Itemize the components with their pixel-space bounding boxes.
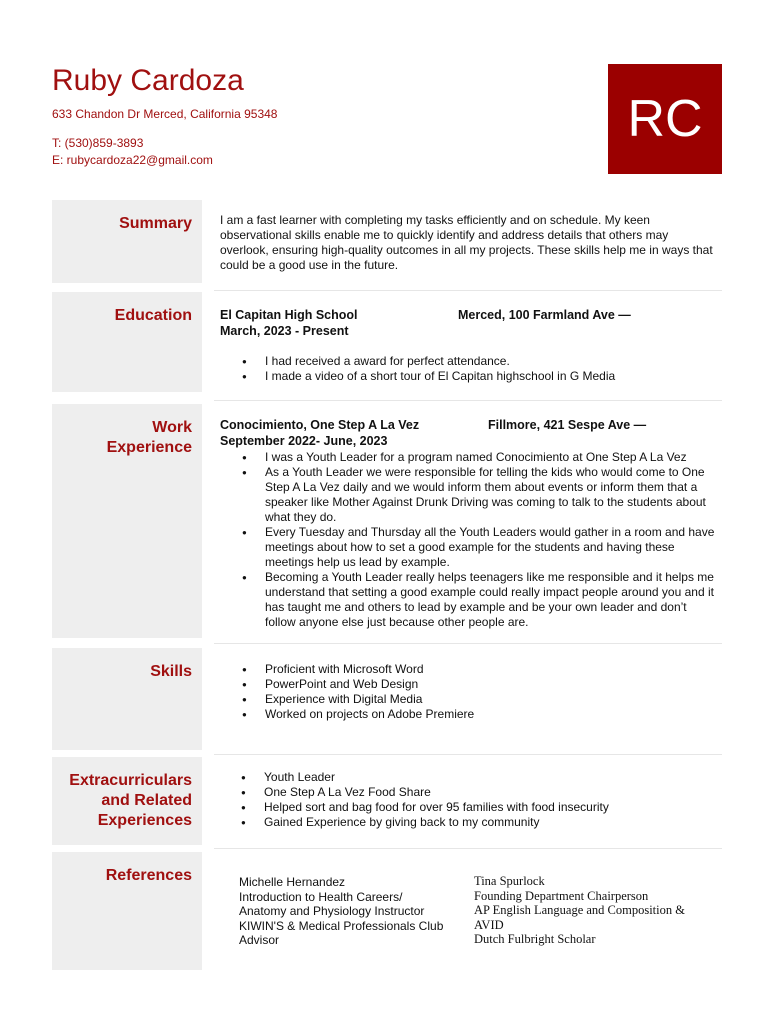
references-label-box bbox=[52, 852, 202, 970]
extracurriculars-label-line: Extracurriculars bbox=[69, 772, 192, 789]
list-item: ● PowerPoint and Web Design bbox=[240, 677, 710, 692]
education-label-box bbox=[52, 292, 202, 392]
work-bullets bbox=[240, 450, 716, 630]
reference-line: AVID bbox=[474, 917, 504, 932]
reference-1 bbox=[239, 875, 443, 948]
phone: T: (530)859-3893 bbox=[52, 136, 144, 150]
list-item: ● Youth Leader bbox=[239, 770, 709, 785]
list-item: ● Worked on projects on Adobe Premiere bbox=[240, 707, 710, 722]
education-school: El Capitan High School bbox=[220, 308, 358, 322]
skills-label: Skills bbox=[150, 663, 192, 680]
reference-line: Michelle Hernandez bbox=[239, 875, 346, 889]
reference-line: Tina Spurlock bbox=[474, 874, 545, 888]
applicant-name: Ruby Cardoza bbox=[52, 64, 244, 97]
summary-label-box bbox=[52, 200, 202, 283]
divider bbox=[214, 848, 722, 849]
email: E: rubycardoza22@gmail.com bbox=[52, 153, 213, 167]
divider bbox=[214, 643, 722, 644]
references-label: References bbox=[105, 867, 192, 884]
education-dates: March, 2023 - Present bbox=[220, 324, 349, 338]
list-item: ● As a Youth Leader we were responsible for telling the kids who would come to One Step A La Vez daily and we would inform them about events or inform them that a speaker like Mother Against Drunk Driving was coming to talk to the students about what they do. bbox=[240, 465, 716, 525]
work-label-line: Experience bbox=[106, 439, 192, 456]
divider bbox=[214, 400, 722, 401]
skills-bullets bbox=[240, 662, 710, 722]
list-item: ● I was a Youth Leader for a program named Conocimiento at One Step A La Vez bbox=[240, 450, 716, 465]
extracurriculars-label bbox=[69, 771, 192, 831]
reference-line: AP English Language and Composition & bbox=[474, 903, 685, 917]
education-label: Education bbox=[114, 307, 192, 324]
monogram-badge: RC bbox=[608, 64, 722, 174]
work-location: Fillmore, 421 Sespe Ave — bbox=[488, 418, 647, 432]
work-label-line: Work bbox=[152, 419, 192, 436]
summary-text: I am a fast learner with completing my tasks efficiently and on schedule. My keen observational skills enable me to quickly identify and address details that others may overlook, ensuring high-quality outcomes in all my projects. These skills help me in ways that could be a good use in the future. bbox=[220, 213, 713, 272]
reference-line: Dutch Fulbright Scholar bbox=[474, 932, 596, 946]
list-item: ● Every Tuesday and Thursday all the Youth Leaders would gather in a room and have meetings about how to set a good example for the students and having these meetings help us lead by example. bbox=[240, 525, 716, 570]
address: 633 Chandon Dr Merced, California 95348 bbox=[52, 107, 278, 121]
reference-line: KIWIN'S & Medical Professionals Club bbox=[239, 918, 444, 933]
list-item: ● I had received a award for perfect attendance. bbox=[240, 354, 710, 369]
extracurriculars-label-line: and Related bbox=[101, 792, 192, 809]
divider bbox=[214, 290, 722, 291]
education-bullets bbox=[240, 354, 710, 384]
list-item: ● One Step A La Vez Food Share bbox=[239, 785, 709, 800]
work-org: Conocimiento, One Step A La Vez bbox=[220, 418, 420, 432]
work-dates: September 2022- June, 2023 bbox=[220, 434, 388, 448]
reference-line: Introduction to Health Careers/ bbox=[239, 889, 403, 904]
skills-label-box bbox=[52, 648, 202, 750]
list-item: ● Becoming a Youth Leader really helps teenagers like me responsible and it helps me understand that setting a good example could really impact people around you and it has taught me and others to lead by example and be your own leader and don’t follow anyone else just because other people are. bbox=[240, 570, 716, 630]
list-item: ● Gained Experience by giving back to my community bbox=[239, 815, 709, 830]
divider bbox=[214, 754, 722, 755]
list-item: ● Helped sort and bag food for over 95 families with food insecurity bbox=[239, 800, 709, 815]
work-label bbox=[107, 418, 192, 458]
list-item: ● Proficient with Microsoft Word bbox=[240, 662, 710, 677]
reference-line: Founding Department Chairperson bbox=[474, 888, 649, 903]
extracurriculars-bullets bbox=[239, 770, 709, 830]
list-item: ● Experience with Digital Media bbox=[240, 692, 710, 707]
extracurriculars-label-line: Experiences bbox=[97, 812, 192, 829]
reference-line: Anatomy and Physiology Instructor bbox=[239, 904, 425, 918]
reference-line: Advisor bbox=[239, 933, 280, 947]
reference-2 bbox=[474, 874, 685, 947]
work-label-box bbox=[52, 404, 202, 638]
extracurriculars-label-box bbox=[52, 757, 202, 845]
education-location: Merced, 100 Farmland Ave — bbox=[458, 308, 631, 322]
list-item: ● I made a video of a short tour of El Capitan highschool in G Media bbox=[240, 369, 710, 384]
summary-label: Summary bbox=[119, 215, 192, 232]
